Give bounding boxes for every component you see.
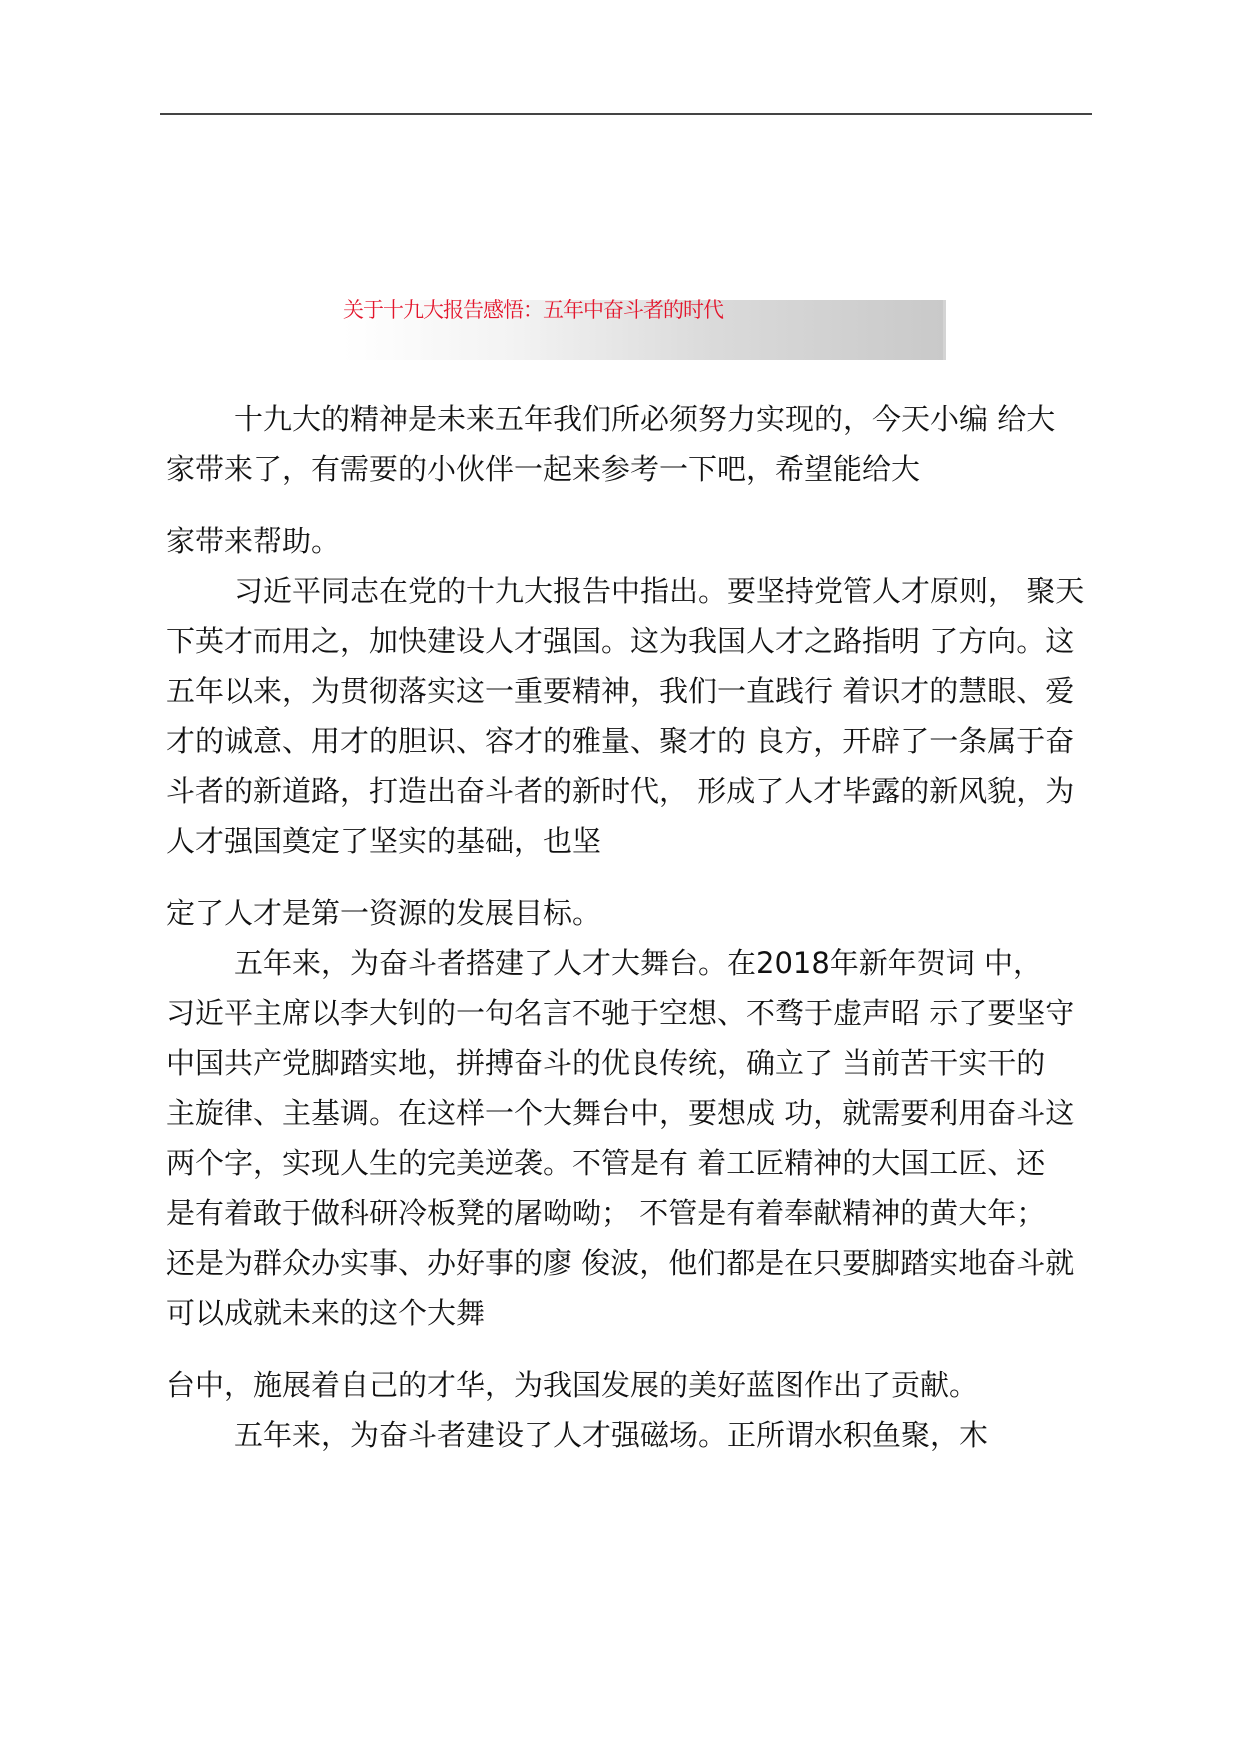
body-line: 斗者的新道路，打造出奋斗者的新时代， 形成了人才毕露的新风貌，为 <box>166 774 1075 808</box>
body-line: 才的诚意、用才的胆识、容才的雅量、聚才的 良方，开辟了一条属于奋 <box>166 724 1075 758</box>
body-line: 五年以来，为贯彻落实这一重要精神，我们一直践行 着识才的慧眼、爱 <box>166 674 1075 708</box>
body-line: 还是为群众办实事、办好事的廖 俊波，他们都是在只要脚踏实地奋斗就 <box>166 1246 1075 1280</box>
body-line: 五年来，为奋斗者建设了人才强磁场。正所谓水积鱼聚，木 <box>234 1418 989 1452</box>
body-line: 可以成就未来的这个大舞 <box>166 1296 486 1330</box>
body-line: 中国共产党脚踏实地，拼搏奋斗的优良传统，确立了 当前苦干实干的 <box>166 1046 1046 1080</box>
body-line: 五年来，为奋斗者搭建了人才大舞台。在2018年新年贺词 中， <box>234 946 1043 980</box>
body-line: 下英才而用之，加快建设人才强国。这为我国人才之路指明 了方向。这 <box>166 624 1075 658</box>
document-title: 关于十九大报告感悟：五年中奋斗者的时代 <box>343 298 723 322</box>
header-divider <box>160 113 1092 115</box>
body-line: 习近平同志在党的十九大报告中指出。要坚持党管人才原则， 聚天 <box>234 574 1085 608</box>
body-line: 习近平主席以李大钊的一句名言不驰于空想、不骛于虚声昭 示了要坚守 <box>166 996 1075 1030</box>
body-line: 十九大的精神是未来五年我们所必须努力实现的，今天小编 给大 <box>234 402 1056 436</box>
body-line: 家带来了，有需要的小伙伴一起来参考一下吧，希望能给大 <box>166 452 921 486</box>
body-line: 家带来帮助。 <box>166 524 341 558</box>
body-line: 两个字，实现人生的完美逆袭。不管是有 着工匠精神的大国工匠、还 <box>166 1146 1046 1180</box>
body-line: 定了人才是第一资源的发展目标。 <box>166 896 602 930</box>
body-line: 人才强国奠定了坚实的基础，也坚 <box>166 824 602 858</box>
body-line: 是有着敢于做科研冷板凳的屠呦呦； 不管是有着奉献精神的黄大年； <box>166 1196 1046 1230</box>
body-line: 台中，施展着自己的才华，为我国发展的美好蓝图作出了贡献。 <box>166 1368 979 1402</box>
body-line: 主旋律、主基调。在这样一个大舞台中，要想成 功，就需要利用奋斗这 <box>166 1096 1075 1130</box>
document-body <box>166 394 1126 1460</box>
